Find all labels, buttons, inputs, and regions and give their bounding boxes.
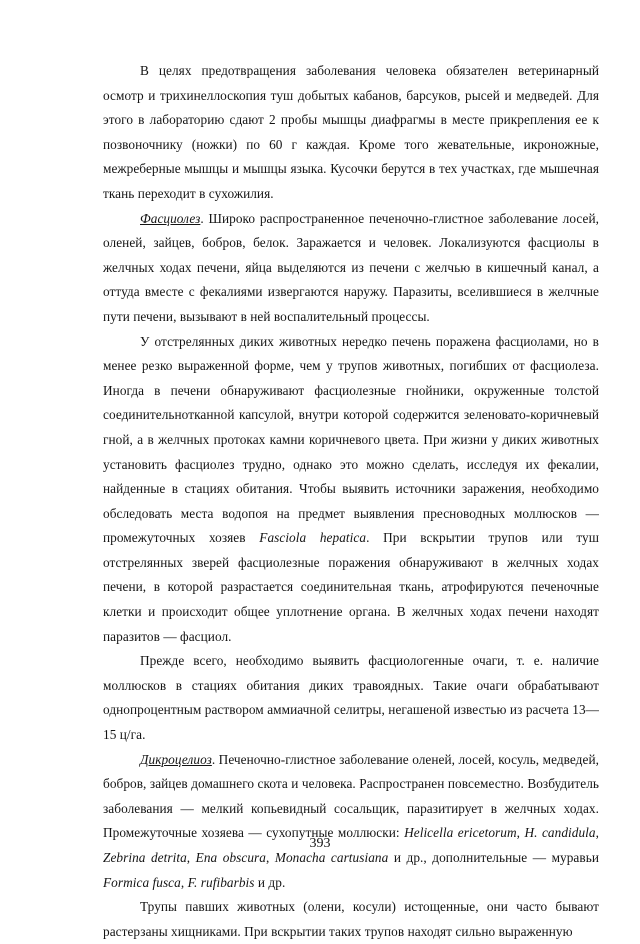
page-body xyxy=(103,59,599,944)
latin-name: Helicella ericetorum xyxy=(404,825,517,841)
separator: , xyxy=(180,874,188,890)
paragraph-trichinella-inspection xyxy=(103,59,599,207)
paragraph-text: . Печеночно-глистное заболевание оленей, лосей, косуль, медведей, бобров, зайцев домашнего скота и человека. Распространен повсеместно. Возбудитель заболевания — мелкий копьевидный сосальщик, паразитирует в желчных ходах. Промежуточные хозяева — сухопутные моллюски: xyxy=(103,751,599,841)
separator: , xyxy=(186,850,196,865)
paragraph-fascioliasis-lesions xyxy=(103,330,599,650)
latin-name: Fasciola hepatica xyxy=(259,530,367,546)
latin-name: F. rufibarbis xyxy=(187,874,255,890)
paragraph-text: и др., дополнительные — муравьи xyxy=(388,850,599,865)
paragraph-text: У отстрелянных диких животных нередко печень поражена фасциолами, но в менее резко выраженной форме, чем у трупов животных, погибших от фасциолеза. Иногда в печени обнаруживают фасциолезные гнойники, окруженные толстой соединительнотканной капсулой, внутри которой содержится зеленовато-коричневый гной, а в желчных протоках камни коричневого цвета. При жизни у диких животных установить фасциолез трудно, однако это можно сделать, исследуя их фекалии, найденные в стациях обитания. Чтобы выявить источники заражения, необходимо обследовать места водопоя на предмет выявления пресноводных моллюсков — промежуточных хозяев xyxy=(103,333,599,546)
paragraph-text: и др. xyxy=(254,874,286,890)
latin-name: Ena obscura xyxy=(195,850,266,865)
separator: , xyxy=(516,825,525,841)
separator: , xyxy=(265,850,275,865)
term-dicrocoeliasis: Дикроцелиоз xyxy=(140,751,212,767)
latin-name: Formica fusca xyxy=(103,874,181,890)
paragraph-fascioliasis-intro xyxy=(103,207,599,330)
paragraph-text: . При вскрытии трупов или туш отстрелянных зверей фасциолезные поражения обнаруживают в желчных ходах печени, в которой разрастается соединительная ткань, атрофируются печеночные клетки и происходит общее уплотнение органа. В желчных ходах печени находят паразитов — фасциол. xyxy=(103,530,599,644)
paragraph-carcasses xyxy=(103,895,599,944)
page-number: 393 xyxy=(309,836,331,851)
latin-name: H. candidula xyxy=(524,825,596,841)
paragraph-dicrocoeliasis xyxy=(103,748,599,896)
paragraph-text: В целях предотвращения заболевания человека обязателен ветеринарный осмотр и трихинеллоскопия туш добытых кабанов, барсуков, рысей и медведей. Для этого в лабораторию сдают 2 пробы мышцы диафрагмы в месте прикрепления ее к позвоночнику (ножки) по 60 г каждая. Кроме того жевательные, икроножные, межреберные мышцы и мышцы языка. Кусочки берутся в тех участках, где мышечная ткань переходит в сухожилия. xyxy=(103,63,599,201)
term-fascioliasis: Фасциолез xyxy=(140,210,201,226)
paragraph-text: Прежде всего, необходимо выявить фасциологенные очаги, т. е. наличие моллюсков в стациях обитания диких травоядных. Такие очаги обрабатывают однопроцентным раствором аммиачной селитры, негашеной известью из расчета 13—15 ц/га. xyxy=(103,653,599,743)
paragraph-text: Трупы павших животных (олени, косули) истощенные, они часто бывают растерзаны хищниками. При вскрытии таких трупов находят сильно выраженную xyxy=(103,899,599,939)
paragraph-text: . Широко распространенное печеночно-глистное заболевание лосей, оленей, зайцев, бобров, белок. Заражается и человек. Локализуются фасциолы в желчных ходах печени, яйца выделяются из печени с желчью в кишечный канал, а оттуда вместе с фекалиями извергаются наружу. Паразиты, вселившиеся в желчные пути печени, вызывают в ней воспалительный процессы. xyxy=(103,210,599,324)
latin-name: Zebrina detrita xyxy=(103,850,187,865)
latin-name: Monacha cartusiana xyxy=(274,850,389,865)
paragraph-fascioliasis-control xyxy=(103,649,599,747)
separator: , xyxy=(595,825,599,841)
